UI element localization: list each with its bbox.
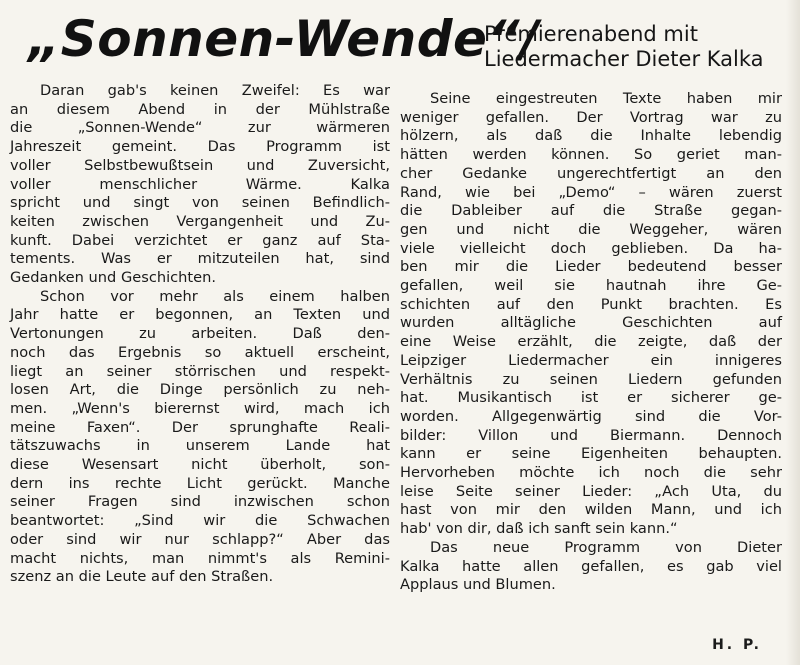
text-line: macht nichts, man nimmt's als Remini-: [10, 549, 390, 567]
text-line: worden. Allgegenwärtig sind die Vor-: [400, 407, 782, 425]
author-signature: H. P.: [712, 637, 762, 653]
text-line: eine Weise erzählt, die zeigte, daß der: [400, 333, 782, 351]
text-line: voller Selbstbewußtsein und Zuversicht,: [10, 156, 390, 174]
text-line: Seine eingestreuten Texte haben mir: [430, 90, 782, 107]
text-line: hat. Musikantisch ist er sicherer ge-: [400, 389, 782, 407]
text-line: cher Gedanke ungerechtfertigt an den: [400, 164, 782, 182]
text-line: Jahreszeit gemeint. Das Programm ist: [10, 138, 390, 156]
text-line: weniger gefallen. Der Vortrag war zu: [400, 108, 782, 126]
text-line: dern ins rechte Licht gerückt. Manche: [10, 474, 390, 492]
text-line: noch das Ergebnis so aktuell erscheint,: [10, 343, 390, 361]
text-line: spricht und singt von seinen Befindlich-: [10, 194, 390, 212]
text-line: schichten auf den Punkt brachten. Es: [400, 295, 782, 313]
text-line: Das neue Programm von Dieter: [430, 538, 782, 556]
text-line: beantwortet: „Sind wir die Schwachen: [10, 512, 390, 530]
text-line: bilder: Villon und Biermann. Dennoch: [400, 426, 782, 444]
text-line: szenz an die Leute auf den Straßen.: [10, 568, 274, 586]
text-line: Schon vor mehr als einem halben: [40, 287, 390, 305]
text-line: keiten zwischen Vergangenheit und Zu-: [10, 212, 390, 230]
text-line: ben mir die Lieder bedeutend besser: [400, 258, 782, 276]
text-line: meine Faxen“. Der sprunghafte Reali-: [10, 418, 390, 436]
text-line: gefallen, weil sie hautnah ihre Ge-: [400, 277, 782, 295]
text-line: wurden alltägliche Geschichten auf: [400, 314, 782, 332]
left-column: [10, 82, 390, 587]
text-line: hölzern, als daß die Inhalte lebendig: [400, 127, 782, 145]
text-line: Vertonungen zu arbeiten. Daß den-: [10, 325, 390, 343]
right-column: [400, 90, 782, 595]
text-line: liegt an seiner störrischen und respekt-: [10, 362, 390, 380]
text-line: hätten werden können. So geriet man-: [400, 146, 782, 164]
text-line: Rand, wie bei „Demo“ – wären zuerst: [400, 183, 782, 201]
text-line: kann er seine Eigenheiten behaupten.: [400, 445, 782, 463]
text-line: voller menschlicher Wärme. Kalka: [10, 175, 390, 193]
text-line: Hervorheben möchte ich noch die sehr: [400, 464, 782, 482]
text-line: Jahr hatte er begonnen, an Texten und: [10, 306, 390, 324]
text-line: leise Seite seiner Lieder: „Ach Uta, du: [400, 482, 782, 500]
paper-edge: [786, 0, 800, 665]
text-line: kunft. Dabei verzichtet er ganz auf Sta-: [10, 231, 390, 249]
headline: „Sonnen-Wende“/: [28, 10, 539, 68]
text-line: viele vielleicht doch geblieben. Da ha-: [400, 239, 782, 257]
subheadline-line: Premierenabend mit: [484, 22, 698, 46]
subheadline-line: Liedermacher Dieter Kalka: [484, 47, 764, 71]
text-line: Gedanken und Geschichten.: [10, 269, 217, 287]
text-line: losen Art, die Dinge persönlich zu neh-: [10, 381, 390, 399]
text-line: Kalka hatte allen gefallen, es gab viel: [400, 557, 782, 575]
text-line: hab' von dir, daß ich sanft sein kann.“: [400, 520, 678, 538]
text-line: Verhältnis zu seinen Liedern gefunden: [400, 370, 782, 388]
text-line: gen und nicht die Weggeher, wären: [400, 220, 782, 238]
text-line: an diesem Abend in der Mühlstraße: [10, 100, 390, 118]
text-line: Applaus und Blumen.: [400, 576, 556, 594]
text-line: oder sind wir nur schlapp?“ Aber das: [10, 530, 390, 548]
text-line: tements. Was er mitzuteilen hat, sind: [10, 250, 390, 268]
text-line: hast von mir den wilden Mann, und ich: [400, 501, 782, 519]
text-line: Leipziger Liedermacher ein innigeres: [400, 351, 782, 369]
text-line: Daran gab's keinen Zweifel: Es war: [40, 82, 390, 99]
text-line: diese Wesensart nicht überholt, son-: [10, 456, 390, 474]
text-line: die „Sonnen-Wende“ zur wärmeren: [10, 119, 390, 137]
text-line: seiner Fragen sind inzwischen schon: [10, 493, 390, 511]
subheadline: [484, 22, 764, 72]
text-line: die Dableiber auf die Straße gegan-: [400, 202, 782, 220]
text-line: tätszuwachs in unserem Lande hat: [10, 437, 390, 455]
text-line: men. „Wenn's bierernst wird, mach ich: [10, 399, 390, 417]
